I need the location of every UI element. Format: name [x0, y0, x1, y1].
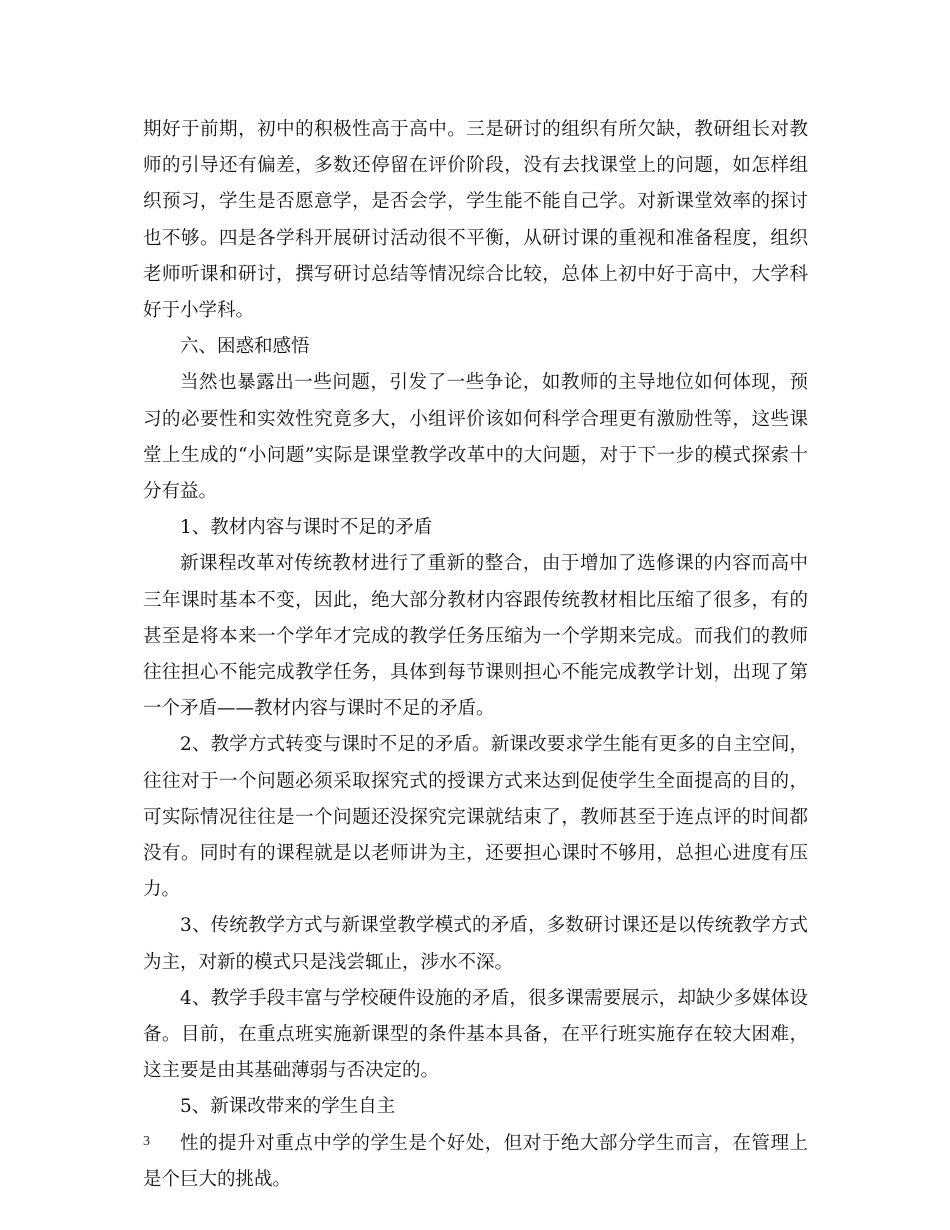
- document-body: [143, 112, 808, 1198]
- paragraph: 性的提升对重点中学的学生是个好处，但对于绝大部分学生而言，在管理上是个巨大的挑战。: [143, 1132, 808, 1190]
- paragraph: 4、教学手段丰富与学校硬件设施的矛盾，很多课需要展示，却缺少多媒体设备。目前，在重点班实施新课型的条件基本具备，在平行班实施存在较大困难，这主要是由其基础薄弱与否决定的。: [143, 987, 808, 1082]
- paragraph: 新课程改革对传统教材进行了重新的整合，由于增加了选修课的内容而高中三年课时基本不变，因此，绝大部分教材内容跟传统教材相比压缩了很多，有的甚至是将本来一个学年才完成的教学任务压缩为一个学期来完成。而我们的教师往往担心不能完成教学任务，具体到每节课则担心不能完成教学计划，出现了第一个矛盾——教材内容与课时不足的矛盾。: [143, 553, 808, 720]
- paragraph: 当然也暴露出一些问题，引发了一些争论，如教师的主导地位如何体现，预习的必要性和实效性究竟多大，小组评价该如何科学合理更有激励性等，这些课堂上生成的“小问题”实际是课堂教学改革中的大问题，对于下一步的模式探索十分有益。: [143, 372, 808, 503]
- subheading: 1、教材内容与课时不足的矛盾: [180, 517, 433, 539]
- page-number: 3: [143, 1134, 150, 1149]
- subheading: 5、新课改带来的学生自主: [180, 1096, 396, 1118]
- paragraph: 2、教学方式转变与课时不足的矛盾。新课改要求学生能有更多的自主空间，往往对于一个问题必须采取探究式的授课方式来达到促使学生全面提高的目的，可实际情况往往是一个问题还没探究完课就结束了，教师甚至于连点评的时间都没有。同时有的课程就是以老师讲为主，还要担心课时不够用，总担心进度有压力。: [143, 734, 808, 901]
- paragraph-continuation: 期好于前期，初中的积极性高于高中。三是研讨的组织有所欠缺，教研组长对教师的引导还有偏差，多数还停留在评价阶段，没有去找课堂上的问题，如怎样组织预习，学生是否愿意学，是否会学，学生能不能自己学。对新课堂效率的探讨也不够。四是各学科开展研讨活动很不平衡，从研讨课的重视和准备程度，组织老师听课和研讨，撰写研讨总结等情况综合比较，总体上初中好于高中，大学科好于小学科。: [143, 119, 808, 322]
- section-heading: 六、困惑和感悟: [180, 336, 310, 358]
- paragraph: 3、传统教学方式与新课堂教学模式的矛盾，多数研讨课还是以传统教学方式为主，对新的模式只是浅尝辄止，涉水不深。: [143, 915, 808, 973]
